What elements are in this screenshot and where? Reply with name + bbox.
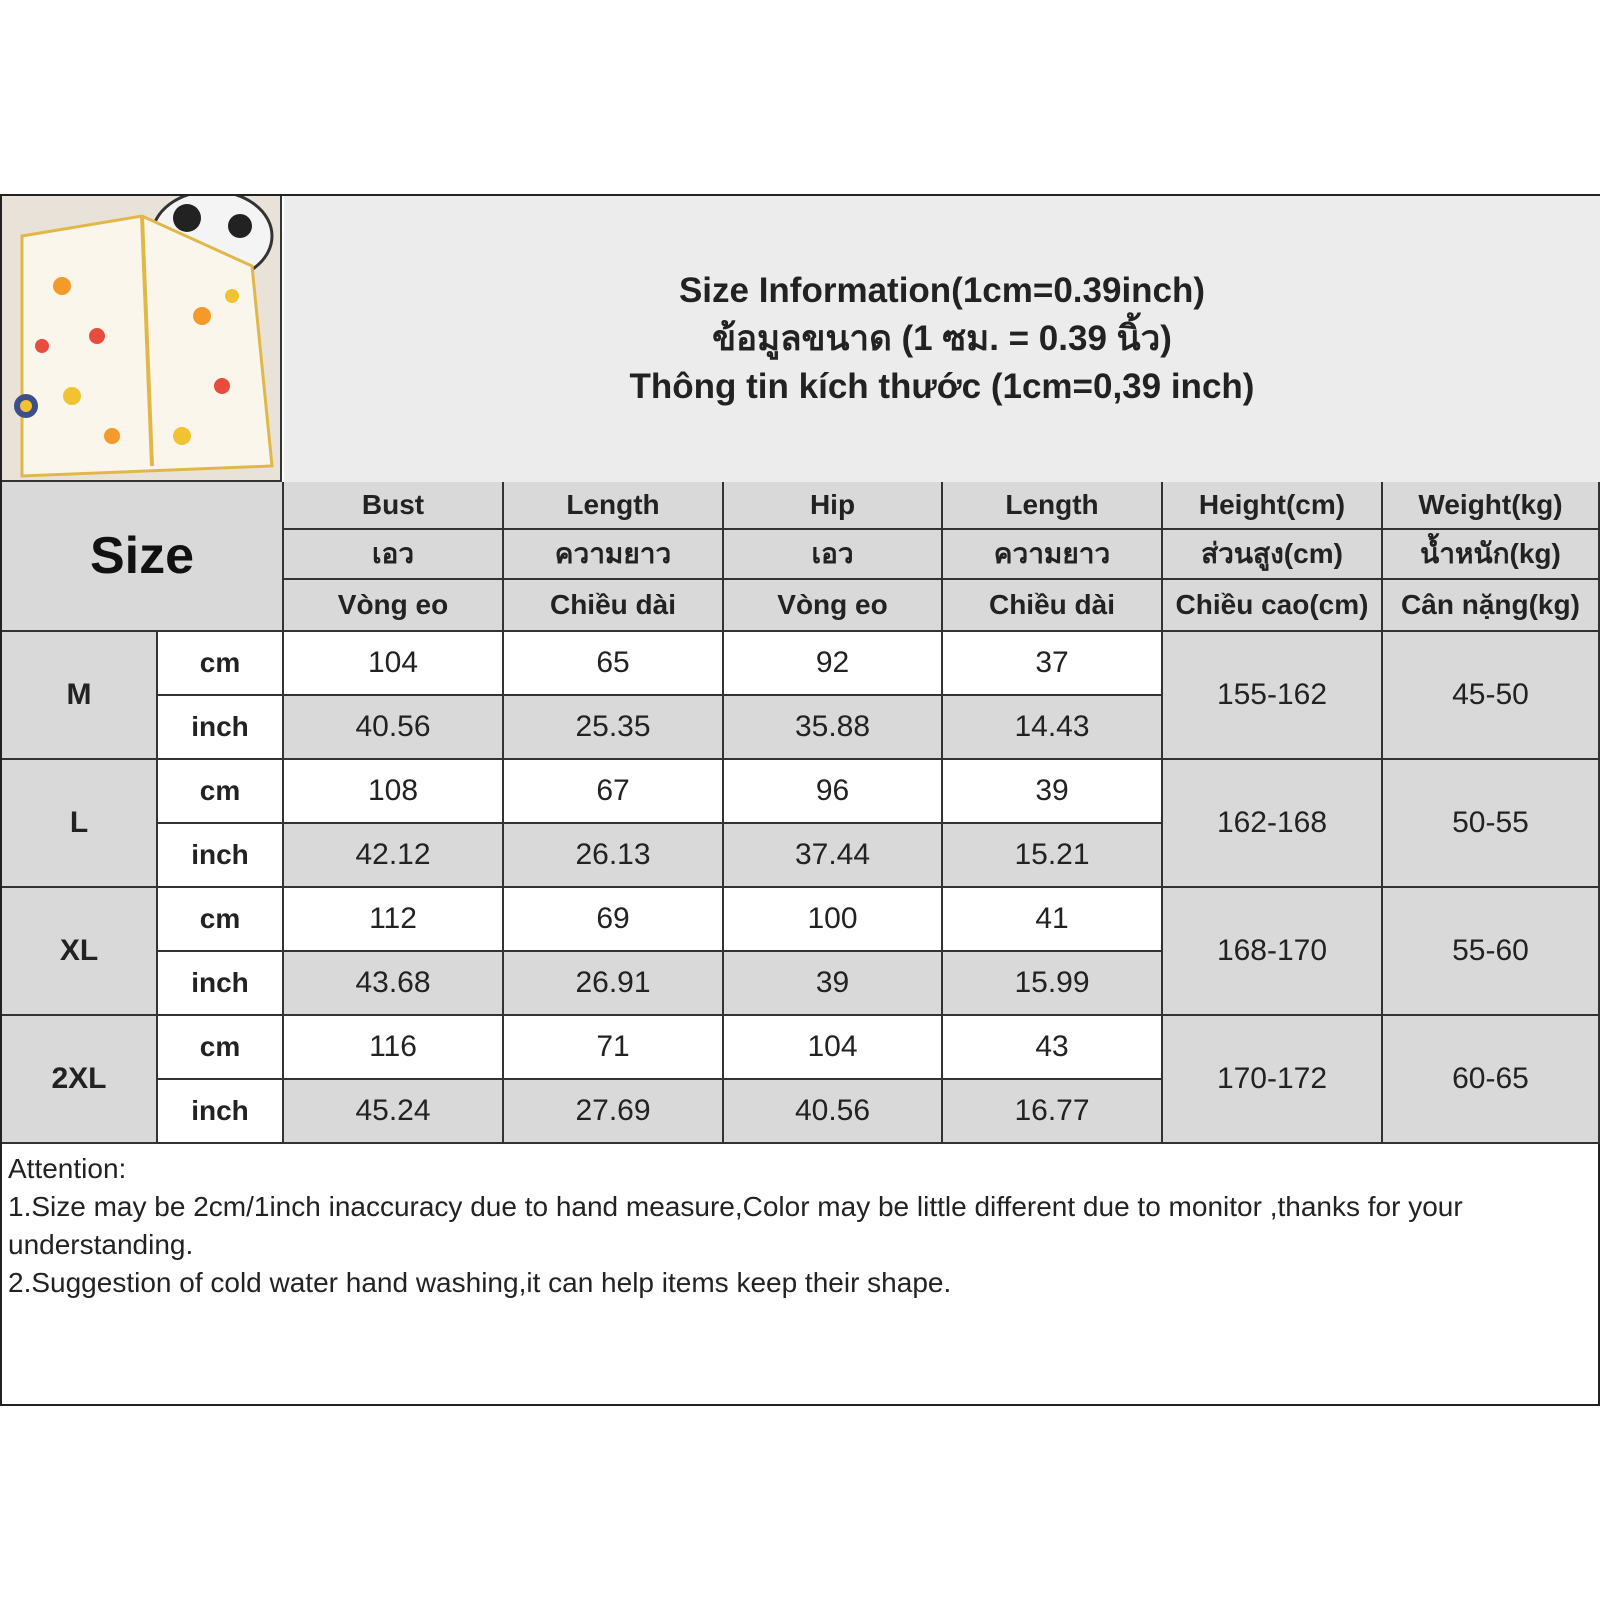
inch-value-cell — [943, 952, 1163, 1016]
weight-range-cell-text: 50-55 — [1452, 806, 1529, 839]
size-header-label: Size — [89, 527, 195, 585]
inch-value-cell — [284, 696, 504, 760]
inch-value-cell-text: 16.77 — [1014, 1094, 1090, 1127]
inch-value-cell — [284, 952, 504, 1016]
size-label-2xl-text: 2XL — [51, 1062, 107, 1095]
cm-value-cell — [284, 1016, 504, 1080]
column-header-6-en-text: Weight(kg) — [1418, 489, 1563, 520]
cm-value-cell-text: 116 — [369, 1030, 417, 1063]
cm-value-cell-text: 65 — [596, 646, 630, 679]
column-header-3-en-text: Hip — [809, 489, 856, 520]
cm-value-cell — [284, 888, 504, 952]
cm-value-cell — [504, 1016, 724, 1080]
column-header-1-vi-text: Vòng eo — [337, 589, 449, 620]
unit-inch — [158, 696, 284, 760]
size-label-l — [2, 760, 158, 888]
column-header-3-vi-text: Vòng eo — [777, 589, 888, 620]
unit-inch-text: inch — [191, 711, 249, 742]
inch-value-cell-text: 26.91 — [575, 966, 651, 999]
inch-value-cell — [504, 1080, 724, 1144]
unit-cm-text: cm — [199, 1031, 241, 1062]
height-range-cell — [1163, 760, 1383, 888]
column-header-3-vi — [724, 580, 943, 632]
cm-value-cell-text: 67 — [596, 774, 630, 807]
column-header-4-en-text: Length — [1005, 489, 1099, 520]
size-label-l-text: L — [69, 806, 89, 839]
size-label-m-text: M — [66, 678, 92, 711]
column-header-3-en — [724, 482, 943, 530]
cm-value-cell — [504, 760, 724, 824]
weight-range-cell-text: 60-65 — [1452, 1062, 1529, 1095]
column-header-5-vi-text: Chiều cao(cm) — [1175, 589, 1369, 620]
unit-cm — [158, 1016, 284, 1080]
column-header-6-th-text: น้ำหนัก(kg) — [1420, 538, 1561, 569]
cm-value-cell-text: 71 — [596, 1030, 630, 1063]
cm-value-cell — [724, 632, 943, 696]
height-range-cell-text: 168-170 — [1216, 934, 1328, 967]
cm-value-cell — [724, 1016, 943, 1080]
size-label-2xl — [2, 1016, 158, 1144]
column-header-1-th — [284, 530, 504, 580]
cm-value-cell-text: 69 — [596, 902, 630, 935]
cm-value-cell-text: 108 — [367, 774, 419, 807]
inch-value-cell-text: 39 — [815, 966, 850, 999]
unit-cm-text: cm — [199, 775, 241, 806]
cm-value-cell — [943, 632, 1163, 696]
cm-value-cell-text: 39 — [1035, 774, 1069, 807]
unit-inch-text: inch — [191, 1095, 249, 1126]
cm-value-cell — [504, 888, 724, 952]
inch-value-cell-text: 40.56 — [794, 1094, 871, 1127]
unit-inch-text: inch — [191, 967, 249, 998]
column-header-5-th — [1163, 530, 1383, 580]
inch-value-cell — [724, 952, 943, 1016]
column-header-5-en-text: Height(cm) — [1198, 489, 1346, 520]
inch-value-cell — [943, 1080, 1163, 1144]
height-range-cell-text: 170-172 — [1216, 1062, 1328, 1095]
cm-value-cell — [724, 760, 943, 824]
unit-cm-text: cm — [199, 647, 241, 678]
cm-value-cell — [284, 632, 504, 696]
inch-value-cell-text: 15.99 — [1014, 966, 1090, 999]
column-header-3-th-text: เอว — [811, 538, 854, 569]
column-header-1-en-text: Bust — [361, 489, 425, 520]
column-header-6-vi-text: Cân nặng(kg) — [1401, 589, 1580, 620]
weight-range-cell-text: 55-60 — [1452, 934, 1529, 967]
note-washing: 2.Suggestion of cold water hand washing,it can help items keep their shape. — [8, 1267, 952, 1298]
cm-value-cell — [504, 632, 724, 696]
size-chart — [0, 194, 1600, 1406]
column-header-4-vi-text: Chiều dài — [988, 589, 1115, 620]
title-thai: ข้อมูลขนาด (1 ซม. = 0.39 นิ้ว) — [712, 319, 1172, 358]
inch-value-cell-text: 42.12 — [355, 838, 431, 871]
inch-value-cell — [504, 696, 724, 760]
column-header-4-vi — [943, 580, 1163, 632]
cm-value-cell — [943, 760, 1163, 824]
weight-range-cell-text: 45-50 — [1452, 678, 1529, 711]
note-measurement: 1.Size may be 2cm/1inch inaccuracy due to hand measure,Color may be little different due to monitor ,thanks for your understanding. — [8, 1191, 1463, 1260]
inch-value-cell — [284, 824, 504, 888]
weight-range-cell — [1383, 632, 1600, 760]
unit-cm-text: cm — [199, 903, 241, 934]
column-header-5-vi — [1163, 580, 1383, 632]
column-header-5-en — [1163, 482, 1383, 530]
height-range-cell-text: 155-162 — [1216, 678, 1328, 711]
unit-inch — [158, 824, 284, 888]
cm-value-cell-text: 100 — [807, 902, 858, 935]
column-header-6-th — [1383, 530, 1600, 580]
inch-value-cell-text: 45.24 — [355, 1094, 431, 1127]
inch-value-cell — [504, 952, 724, 1016]
inch-value-cell-text: 35.88 — [794, 710, 871, 743]
weight-range-cell — [1383, 1016, 1600, 1144]
cm-value-cell-text: 96 — [815, 774, 850, 807]
cm-value-cell-text: 43 — [1035, 1030, 1069, 1063]
cm-value-cell — [943, 888, 1163, 952]
unit-inch — [158, 952, 284, 1016]
cm-value-cell — [943, 1016, 1163, 1080]
weight-range-cell — [1383, 760, 1600, 888]
height-range-cell-text: 162-168 — [1216, 806, 1328, 839]
column-header-6-en — [1383, 482, 1600, 530]
inch-value-cell — [724, 1080, 943, 1144]
unit-inch-text: inch — [191, 839, 249, 870]
column-header-2-th — [504, 530, 724, 580]
cm-value-cell-text: 37 — [1035, 646, 1069, 679]
cm-value-cell-text: 112 — [369, 902, 417, 935]
column-header-1-vi — [284, 580, 504, 632]
column-header-2-th-text: ความยาว — [554, 538, 672, 569]
inch-value-cell-text: 43.68 — [355, 966, 431, 999]
title-block — [284, 196, 1600, 484]
size-header-cell — [2, 482, 284, 632]
inch-value-cell-text: 15.21 — [1014, 838, 1090, 871]
column-header-5-th-text: ส่วนสูง(cm) — [1201, 538, 1343, 569]
column-header-1-th-text: เอว — [371, 538, 415, 569]
cm-value-cell-text: 104 — [367, 646, 419, 679]
product-photo — [2, 196, 282, 482]
column-header-2-en-text: Length — [566, 489, 660, 520]
column-header-1-en — [284, 482, 504, 530]
size-label-xl-text: XL — [59, 934, 99, 967]
inch-value-cell-text: 14.43 — [1014, 710, 1090, 743]
weight-range-cell — [1383, 888, 1600, 1016]
inch-value-cell — [943, 824, 1163, 888]
height-range-cell — [1163, 1016, 1383, 1144]
cm-value-cell — [284, 760, 504, 824]
height-range-cell — [1163, 888, 1383, 1016]
inch-value-cell-text: 26.13 — [575, 838, 651, 871]
inch-value-cell — [504, 824, 724, 888]
unit-cm — [158, 888, 284, 952]
inch-value-cell — [943, 696, 1163, 760]
column-header-2-en — [504, 482, 724, 530]
height-range-cell — [1163, 632, 1383, 760]
column-header-4-en — [943, 482, 1163, 530]
inch-value-cell-text: 40.56 — [355, 710, 431, 743]
unit-cm — [158, 632, 284, 696]
title-english: Size Information(1cm=0.39inch) — [678, 271, 1206, 310]
inch-value-cell-text: 25.35 — [575, 710, 651, 743]
column-header-2-vi — [504, 580, 724, 632]
unit-inch — [158, 1080, 284, 1144]
unit-cm — [158, 760, 284, 824]
column-header-2-vi-text: Chiều dài — [549, 589, 676, 620]
cm-value-cell-text: 92 — [815, 646, 850, 679]
inch-value-cell — [724, 696, 943, 760]
inch-value-cell-text: 27.69 — [575, 1094, 651, 1127]
cm-value-cell-text: 41 — [1035, 902, 1069, 935]
cm-value-cell-text: 104 — [807, 1030, 858, 1063]
attention-notes — [2, 1146, 1598, 1306]
column-header-6-vi — [1383, 580, 1600, 632]
column-header-4-th-text: ความยาว — [993, 538, 1111, 569]
column-header-3-th — [724, 530, 943, 580]
note-heading: Attention: — [8, 1153, 127, 1184]
column-header-4-th — [943, 530, 1163, 580]
cm-value-cell — [724, 888, 943, 952]
inch-value-cell — [724, 824, 943, 888]
size-label-xl — [2, 888, 158, 1016]
size-label-m — [2, 632, 158, 760]
inch-value-cell — [284, 1080, 504, 1144]
inch-value-cell-text: 37.44 — [794, 838, 871, 871]
title-vietnamese: Thông tin kích thước (1cm=0,39 inch) — [629, 367, 1255, 406]
